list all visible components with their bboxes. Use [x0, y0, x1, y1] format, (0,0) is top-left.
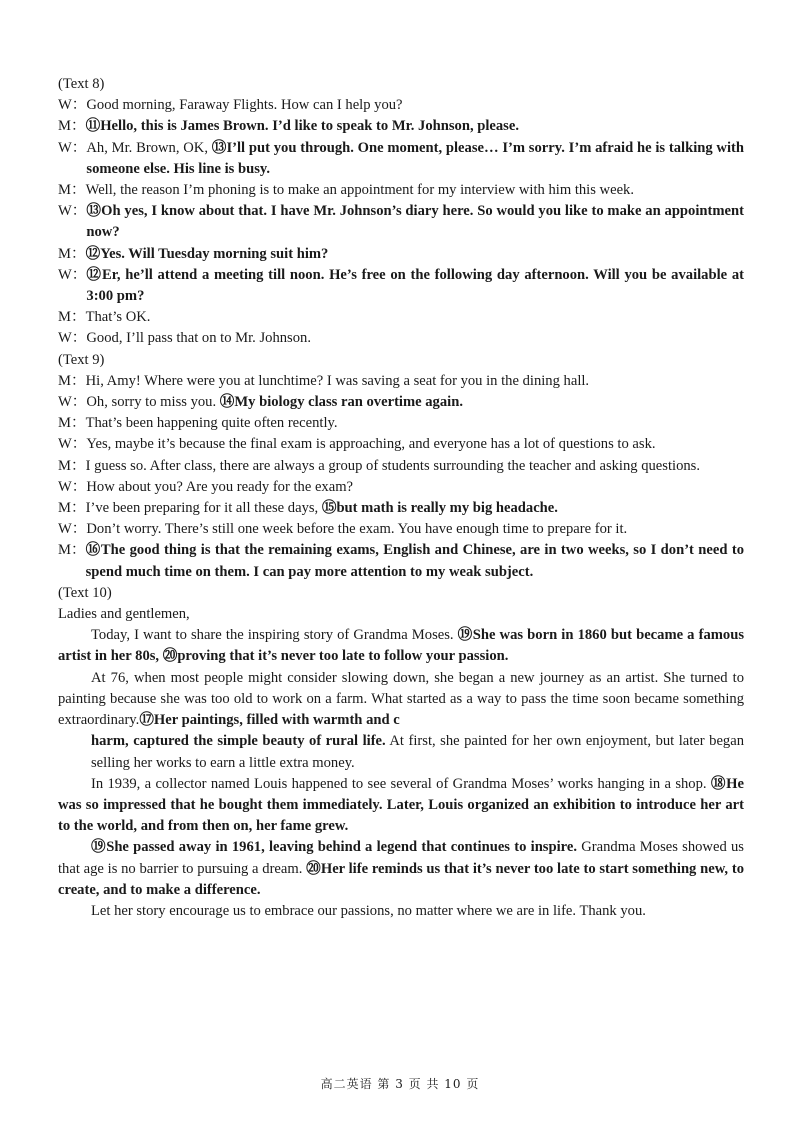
dialogue-line: [58, 456, 744, 477]
speaker-colon: ：: [71, 478, 87, 495]
utterance: [86, 434, 744, 455]
speaker-colon: ：: [70, 182, 86, 199]
utterance-text: Oh, sorry to miss you.: [86, 394, 220, 411]
utterance-text: Hi, Amy! Where were you at lunchtime? I was saving a seat for you in the dining hall.: [85, 372, 590, 389]
dialogue-line: [58, 180, 744, 201]
key-sentence: ⑬Oh yes, I know about that. I have Mr. Johnson’s diary here. So would you like to make an appointment now?: [86, 203, 744, 241]
speaker-label: W: [58, 330, 72, 347]
speaker-label: W: [58, 266, 72, 283]
utterance: [86, 413, 744, 434]
speaker-label: W: [58, 203, 72, 220]
speech-paragraph: At 76, when most people might consider slowing down, she began a new journey as an artist. She turned to painting because she was too old to work on a farm. What started as a way to pass the time soon became something extraordinary.⑰Her paintings, filled with warmth and c: [58, 669, 744, 729]
speaker-colon: ：: [70, 372, 86, 389]
text9-heading: (Text 9): [58, 351, 105, 368]
speaker-colon: ：: [70, 309, 86, 326]
document-page: [58, 74, 744, 922]
text8-dialogue: [58, 95, 744, 349]
text8-heading: (Text 8): [58, 76, 105, 92]
dialogue-line: [58, 201, 744, 243]
speaker-colon: ：: [71, 139, 87, 156]
speaker-label: M: [58, 372, 71, 389]
speaker-label: M: [58, 542, 71, 559]
dialogue-line: [58, 95, 744, 116]
utterance-text: How about you? Are you ready for the exam?: [86, 478, 354, 495]
dialogue-line: [58, 392, 744, 413]
utterance: [86, 116, 744, 137]
utterance-text: That’s been happening quite often recently.: [85, 415, 338, 432]
speaker-colon: ：: [71, 97, 87, 114]
dialogue-line: [58, 519, 744, 540]
utterance-text: Yes, maybe it’s because the final exam is approaching, and everyone has a lot of questions to ask.: [86, 436, 656, 453]
utterance-text: Ah, Mr. Brown, OK,: [86, 139, 212, 156]
speaker-label: M: [58, 457, 71, 474]
dialogue-line: [58, 244, 744, 265]
speaker-colon: ：: [70, 245, 86, 262]
speaker-colon: ：: [70, 542, 86, 559]
dialogue-line: [58, 116, 744, 137]
utterance: [86, 180, 744, 201]
speaker-label: M: [58, 415, 71, 432]
utterance: [86, 456, 744, 477]
dialogue-line: [58, 371, 744, 392]
speaker-colon: ：: [71, 521, 87, 538]
speaker-label: W: [58, 97, 72, 114]
dialogue-line: [58, 540, 744, 582]
speech-paragraph: Today, I want to share the inspiring story of Grandma Moses. ⑲She was born in 1860 but became a famous artist in her 80s, ⑳proving that it’s never too late to follow your passion.: [58, 627, 744, 665]
utterance: [86, 265, 744, 307]
dialogue-line: [58, 498, 744, 519]
text9-dialogue: [58, 371, 744, 583]
speaker-label: M: [58, 118, 71, 135]
dialogue-line: [58, 265, 744, 307]
utterance: [86, 519, 744, 540]
speech-greeting: Ladies and gentlemen,: [58, 606, 190, 623]
speaker-colon: ：: [70, 500, 86, 517]
dialogue-line: [58, 434, 744, 455]
speaker-colon: ：: [70, 118, 86, 135]
dialogue-line: [58, 477, 744, 498]
speaker-colon: ：: [71, 203, 87, 220]
utterance-text: Don’t worry. There’s still one week before the exam. You have enough time to prepare for it.: [86, 521, 628, 538]
speaker-label: W: [58, 521, 72, 538]
utterance: [86, 138, 744, 180]
utterance: [86, 95, 744, 116]
speech-paragraph: harm, captured the simple beauty of rural life. At first, she painted for her own enjoyment, but later began selling her works to earn a little extra money.: [91, 733, 744, 771]
utterance: [86, 498, 744, 519]
utterance: [86, 477, 744, 498]
utterance: [86, 328, 744, 349]
key-sentence: ⑫Er, he’ll attend a meeting till noon. He’s free on the following day afternoon. Will you be available at 3:00 pm?: [86, 266, 744, 305]
speech-closing: Let her story encourage us to embrace our passions, no matter where we are in life. Thank you.: [91, 902, 646, 919]
speaker-colon: ：: [71, 394, 87, 411]
speaker-label: M: [58, 245, 71, 262]
key-sentence: ⑫Yes. Will Tuesday morning suit him?: [85, 245, 329, 262]
utterance-text: I guess so. After class, there are always a group of students surrounding the teacher and asking questions.: [85, 457, 700, 474]
dialogue-line: [58, 307, 744, 328]
speaker-label: M: [58, 500, 71, 517]
key-sentence: ⑯The good thing is that the remaining exams, English and Chinese, are in two weeks, so I don’t need to spend much time on them. I can pay more attention to my weak subject.: [85, 542, 744, 580]
dialogue-line: [58, 328, 744, 349]
utterance: [86, 201, 744, 243]
speaker-colon: ：: [71, 266, 87, 283]
speech-paragraph: ⑲She passed away in 1961, leaving behind a legend that continues to inspire. Grandma Moses showed us that age is no barrier to pursuing a dream. ⑳Her life reminds us that it’s never too late to start something new, to create, and to make a difference.: [58, 839, 744, 898]
utterance-text: Good morning, Faraway Flights. How can I help you?: [86, 97, 403, 114]
utterance: [86, 244, 744, 265]
utterance-text: I’ve been preparing for it all these days,: [85, 500, 322, 517]
dialogue-line: [58, 413, 744, 434]
speaker-label: M: [58, 309, 71, 326]
utterance: [86, 307, 744, 328]
page-footer: 高二英语 第 3 页 共 10 页: [320, 1077, 480, 1091]
key-sentence: ⑭My biology class ran overtime again.: [219, 394, 463, 411]
speaker-label: W: [58, 436, 72, 453]
speech-paragraph: In 1939, a collector named Louis happened to see several of Grandma Moses’ works hanging in a shop. ⑱He was so impressed that he bought them immediately. Later, Louis organized an exhibition to introduce her art to the world, and from then on, her fame grew.: [58, 775, 744, 835]
utterance: [86, 540, 744, 582]
key-sentence: ⑪Hello, this is James Brown. I’d like to speak to Mr. Johnson, please.: [85, 118, 519, 135]
speaker-label: W: [58, 139, 72, 156]
key-sentence: ⑮but math is really my big headache.: [321, 500, 558, 517]
key-sentence: ⑬I’ll put you through. One moment, please… I’m sorry. I’m afraid he is talking with someone else. His line is busy.: [86, 139, 744, 177]
speaker-label: M: [58, 182, 71, 199]
speaker-label: W: [58, 478, 72, 495]
dialogue-line: [58, 138, 744, 180]
speaker-colon: ：: [71, 330, 87, 347]
speaker-colon: ：: [70, 457, 86, 474]
utterance-text: Well, the reason I’m phoning is to make an appointment for my interview with him this week.: [85, 182, 634, 199]
utterance: [86, 371, 744, 392]
utterance-text: That’s OK.: [85, 309, 151, 326]
speaker-colon: ：: [70, 415, 86, 432]
speaker-colon: ：: [71, 436, 87, 453]
text10-heading: (Text 10): [58, 584, 112, 601]
speaker-label: W: [58, 394, 72, 411]
utterance: [86, 392, 744, 413]
utterance-text: Good, I’ll pass that on to Mr. Johnson.: [86, 330, 311, 347]
